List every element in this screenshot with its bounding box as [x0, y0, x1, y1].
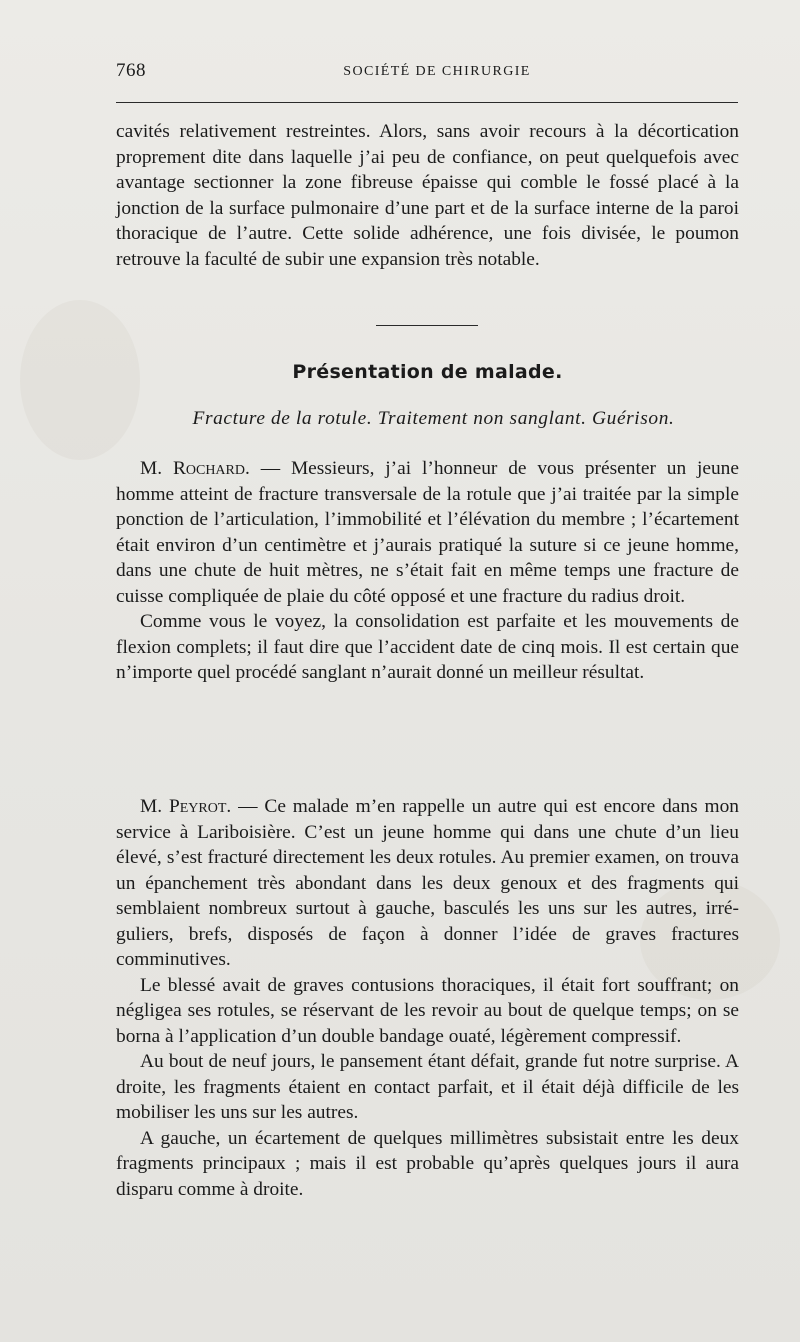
- paragraph-text: — Messieurs, j’ai l’honneur de vous présenter un jeune homme atteint de fracture transversale de la rotule que j’ai traitée par la simple ponction de l’articulation, l’immobilité et l’élévation du membre ; l’écartement était environ d’un centimètre et j’aurais pratiqué la suture si ce jeune homme, dans une chute de huit mètres, ne s’était fait en même temps une fracture de cuisse compliquée de plaie du côté opposé et une fracture du radius droit.: [116, 458, 739, 607]
- paragraph: [116, 456, 739, 609]
- paragraph: A gauche, un écartement de quelques millimètres subsistait entre les deux fragments principaux ; mais il est probable qu’après quelques jours il aura disparu comme à droite.: [116, 1127, 739, 1200]
- rochard-communication: [116, 456, 739, 686]
- speaker-name: M. Rochard.: [140, 458, 250, 479]
- continuation-paragraph: [116, 119, 739, 272]
- paragraph: Comme vous le voyez, la consolidation est parfaite et les mouvements de flexion complets; il faut dire que l’accident date de cinq mois. Il est certain que n’importe quel procédé sanglant n’aurait donné un meilleur résultat.: [116, 611, 739, 683]
- section-divider: [376, 325, 478, 326]
- paragraph: cavités relativement restreintes. Alors, sans avoir recours à la décortication proprement dite dans laquelle j’ai peu de confiance, on peut quelquefois avec avantage sectionner la zone fibreuse épaisse qui comble le fossé placé à la jonction de la surface pulmonaire d’une part et de la surface interne de la paroi thoracique de l’autre. Cette solide adhérence, une fois divisée, le poumon retrouve la faculté de subir une expansion très notable.: [116, 121, 739, 270]
- speaker-name: M. Peyrot.: [140, 796, 232, 817]
- paragraph-text: — Ce malade m’en rappelle un autre qui est encore dans mon service à Lariboisière. C’est un jeune homme qui dans une chute d’un lieu élevé, s’est fracturé directement les deux rotules. Au premier examen, on trouva un épanchement très abondant dans les deux genoux et des fragments qui semblaient nombreux surtout à gauche, basculés les uns sur les autres, irréguliers, brefs, disposés de façon à donner l’idée de graves fractures comminutives.: [116, 796, 739, 970]
- section-subtitle: Fracture de la rotule. Traitement non sanglant. Guérison.: [192, 408, 675, 429]
- section-title: Présentation de malade.: [292, 361, 563, 383]
- running-title: SOCIÉTÉ DE CHIRURGIE: [343, 64, 531, 79]
- paragraph: Le blessé avait de graves contusions thoraciques, il était fort souffrant; on négligea ses rotules, se réservant de les revoir au bout de quelque temps; on se borna à l’application d’un double bandage ouaté, légèrement compressif.: [116, 974, 739, 1047]
- page-header: [116, 60, 738, 90]
- page-number: 768: [116, 60, 146, 81]
- paragraph: Au bout de neuf jours, le pansement étant défait, grande fut notre surprise. A droite, les fragments étaient en contact parfait, et il était déjà difficile de les mobiliser les uns sur les autres.: [116, 1051, 739, 1123]
- paragraph: [116, 794, 739, 973]
- peyrot-communication: [116, 794, 739, 1202]
- header-rule: [116, 102, 738, 103]
